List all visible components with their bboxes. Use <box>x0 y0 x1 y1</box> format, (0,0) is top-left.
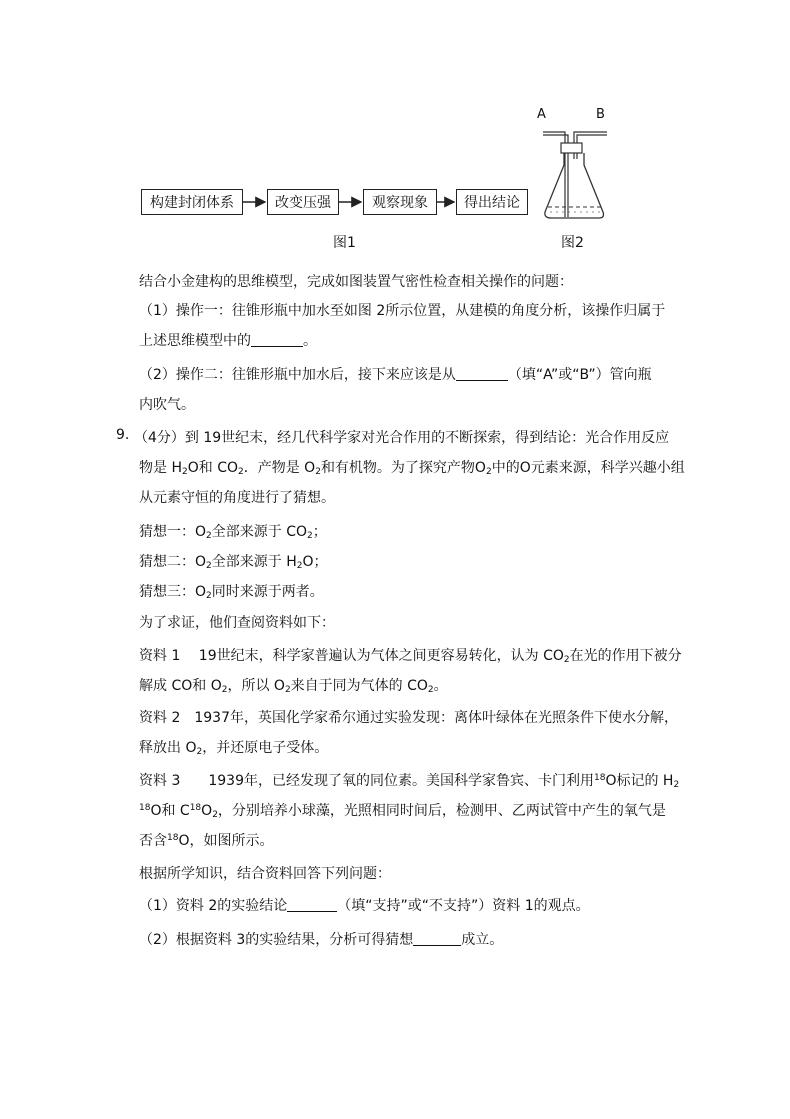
flask-apparatus <box>535 115 615 227</box>
q9-line1: （4分）到 19世纪末，经几代科学家对光合作用的不断探索，得到结论：光合作用反应 <box>134 430 670 446</box>
tube-label-a: A <box>537 107 546 122</box>
figure2-caption: 图2 <box>561 235 584 251</box>
t: 资料 1 19世纪末，科学家普遍认为气体之间更容易转化，认为 CO <box>139 648 564 664</box>
q8-part2-text-end: （填“A”或“B”）管向瓶 <box>507 367 652 383</box>
t: 2 <box>284 685 291 695</box>
material-2-line1: 资料 2 1937年，英国化学家希尔通过实验发现：离体叶绿体在光照条件下使水分解， <box>139 710 678 726</box>
material-3-line3 <box>139 830 273 850</box>
material-1-line2 <box>139 675 448 695</box>
t: O <box>201 803 213 819</box>
t: ．产物是 O <box>243 460 316 476</box>
t: 猜想一：O <box>139 524 207 540</box>
t: 否含 <box>139 833 167 849</box>
q8-part1-line2 <box>139 330 317 350</box>
q9-line2 <box>139 457 685 477</box>
t: 2 <box>563 655 570 665</box>
material-3-line1 <box>139 770 679 790</box>
guess-3 <box>139 581 324 601</box>
t: 18 <box>594 773 606 783</box>
t: 释放出 O <box>139 740 197 756</box>
t: 中的O元素来源，科学兴趣小组 <box>491 460 685 476</box>
q8-part2-text: （2）操作二：往锥形瓶中加水后，接下来应该是从 <box>139 367 456 383</box>
material-2-line2 <box>139 737 328 757</box>
t: 18 <box>167 833 179 843</box>
guess-1 <box>139 521 327 541</box>
q8-intro: 结合小金建构的思维模型，完成如图装置气密性检查相关操作的问题： <box>139 274 573 290</box>
q9-answer-blank-1[interactable] <box>287 897 337 912</box>
t: ，所以 O <box>227 678 285 694</box>
t: 全部来源于 H <box>211 554 297 570</box>
t: 猜想三：O <box>139 584 207 600</box>
flow-box-2-label: 改变压强 <box>275 195 331 211</box>
t: 解成 CO和 O <box>139 678 222 694</box>
t: 。 <box>433 678 448 694</box>
flow-box-3-label: 观察现象 <box>372 195 428 211</box>
t: O和 C <box>150 803 190 819</box>
t: 和有机物。为了探究产物O <box>320 460 486 476</box>
t: 2 <box>237 467 244 477</box>
flask-body <box>545 153 604 218</box>
t: 全部来源于 CO <box>211 524 308 540</box>
t: ，分别培养小球藻，光照相同时间后，检测甲、乙两试管中产生的氧气是 <box>217 803 666 819</box>
q8-part2-line2: 内吹气。 <box>139 397 195 413</box>
t: 2 <box>485 467 492 477</box>
q9-part2 <box>139 929 503 949</box>
guess-2 <box>139 551 328 571</box>
flow-box-1-label: 构建封闭体系 <box>150 195 234 211</box>
flow-box-4-label: 得出结论 <box>464 195 520 211</box>
q8-answer-blank-1[interactable] <box>251 332 303 347</box>
t: 2 <box>427 685 434 695</box>
t: 同时来源于两者。 <box>211 584 324 600</box>
t: ，并还原电子受体。 <box>202 740 329 756</box>
t: 资料 3 1939年，已经发现了氧的同位素。美国科学家鲁宾、卡门利用 <box>139 773 594 789</box>
t: 2 <box>296 561 303 571</box>
t: O； <box>302 554 328 570</box>
t: 在光的作用下被分 <box>569 648 682 664</box>
t: O标记的 H <box>605 773 674 789</box>
t: （1）资料 2的实验结论 <box>139 898 288 914</box>
q8-answer-blank-2[interactable] <box>456 366 508 381</box>
q9-number: 9. <box>116 427 130 443</box>
t: 2 <box>212 810 218 820</box>
t: 2 <box>206 531 212 541</box>
stopper <box>561 143 582 153</box>
t: 2 <box>196 747 203 757</box>
t: ； <box>312 524 327 540</box>
q9-part1 <box>139 895 590 915</box>
t: 2 <box>206 591 212 601</box>
q8-part2-line1 <box>139 364 652 384</box>
t: （2）根据资料 3的实验结果，分析可得猜想 <box>139 932 414 948</box>
t: 2 <box>673 780 680 790</box>
t: 2 <box>315 467 321 477</box>
t: 来自于同为气体的 CO <box>290 678 428 694</box>
material-3-line2 <box>139 800 666 820</box>
t: 2 <box>221 685 228 695</box>
t: 物是 H <box>139 460 182 476</box>
flow-arrows <box>0 0 790 260</box>
t: O，如图所示。 <box>178 833 274 849</box>
q8-part1-line2-text: 上述思维模型中的 <box>139 333 251 349</box>
tube-label-b: B <box>596 107 605 122</box>
q8-part1-line2-end: 。 <box>303 333 317 349</box>
material-1-line1 <box>139 645 682 665</box>
t: 猜想二：O <box>139 554 207 570</box>
t: 2 <box>181 467 188 477</box>
t: 2 <box>307 531 313 541</box>
q9-line3: 从元素守恒的角度进行了猜想。 <box>139 490 335 506</box>
answer-prompt: 根据所学知识，结合资料回答下列问题： <box>139 866 391 882</box>
t: 18 <box>139 803 151 813</box>
q8-part1-line1: （1）操作一：往锥形瓶中加水至如图 2所示位置，从建模的角度分析，该操作归属于 <box>139 303 666 319</box>
t: 2 <box>206 561 212 571</box>
verify-intro: 为了求证，他们查阅资料如下： <box>139 615 335 631</box>
t: 成立。 <box>461 932 504 948</box>
t: 18 <box>189 803 202 813</box>
t: （填“支持”或“不支持”）资料 1的观点。 <box>337 898 590 914</box>
q9-answer-blank-2[interactable] <box>413 931 461 946</box>
t: O和 CO <box>187 460 238 476</box>
figure1-caption: 图1 <box>333 235 356 251</box>
